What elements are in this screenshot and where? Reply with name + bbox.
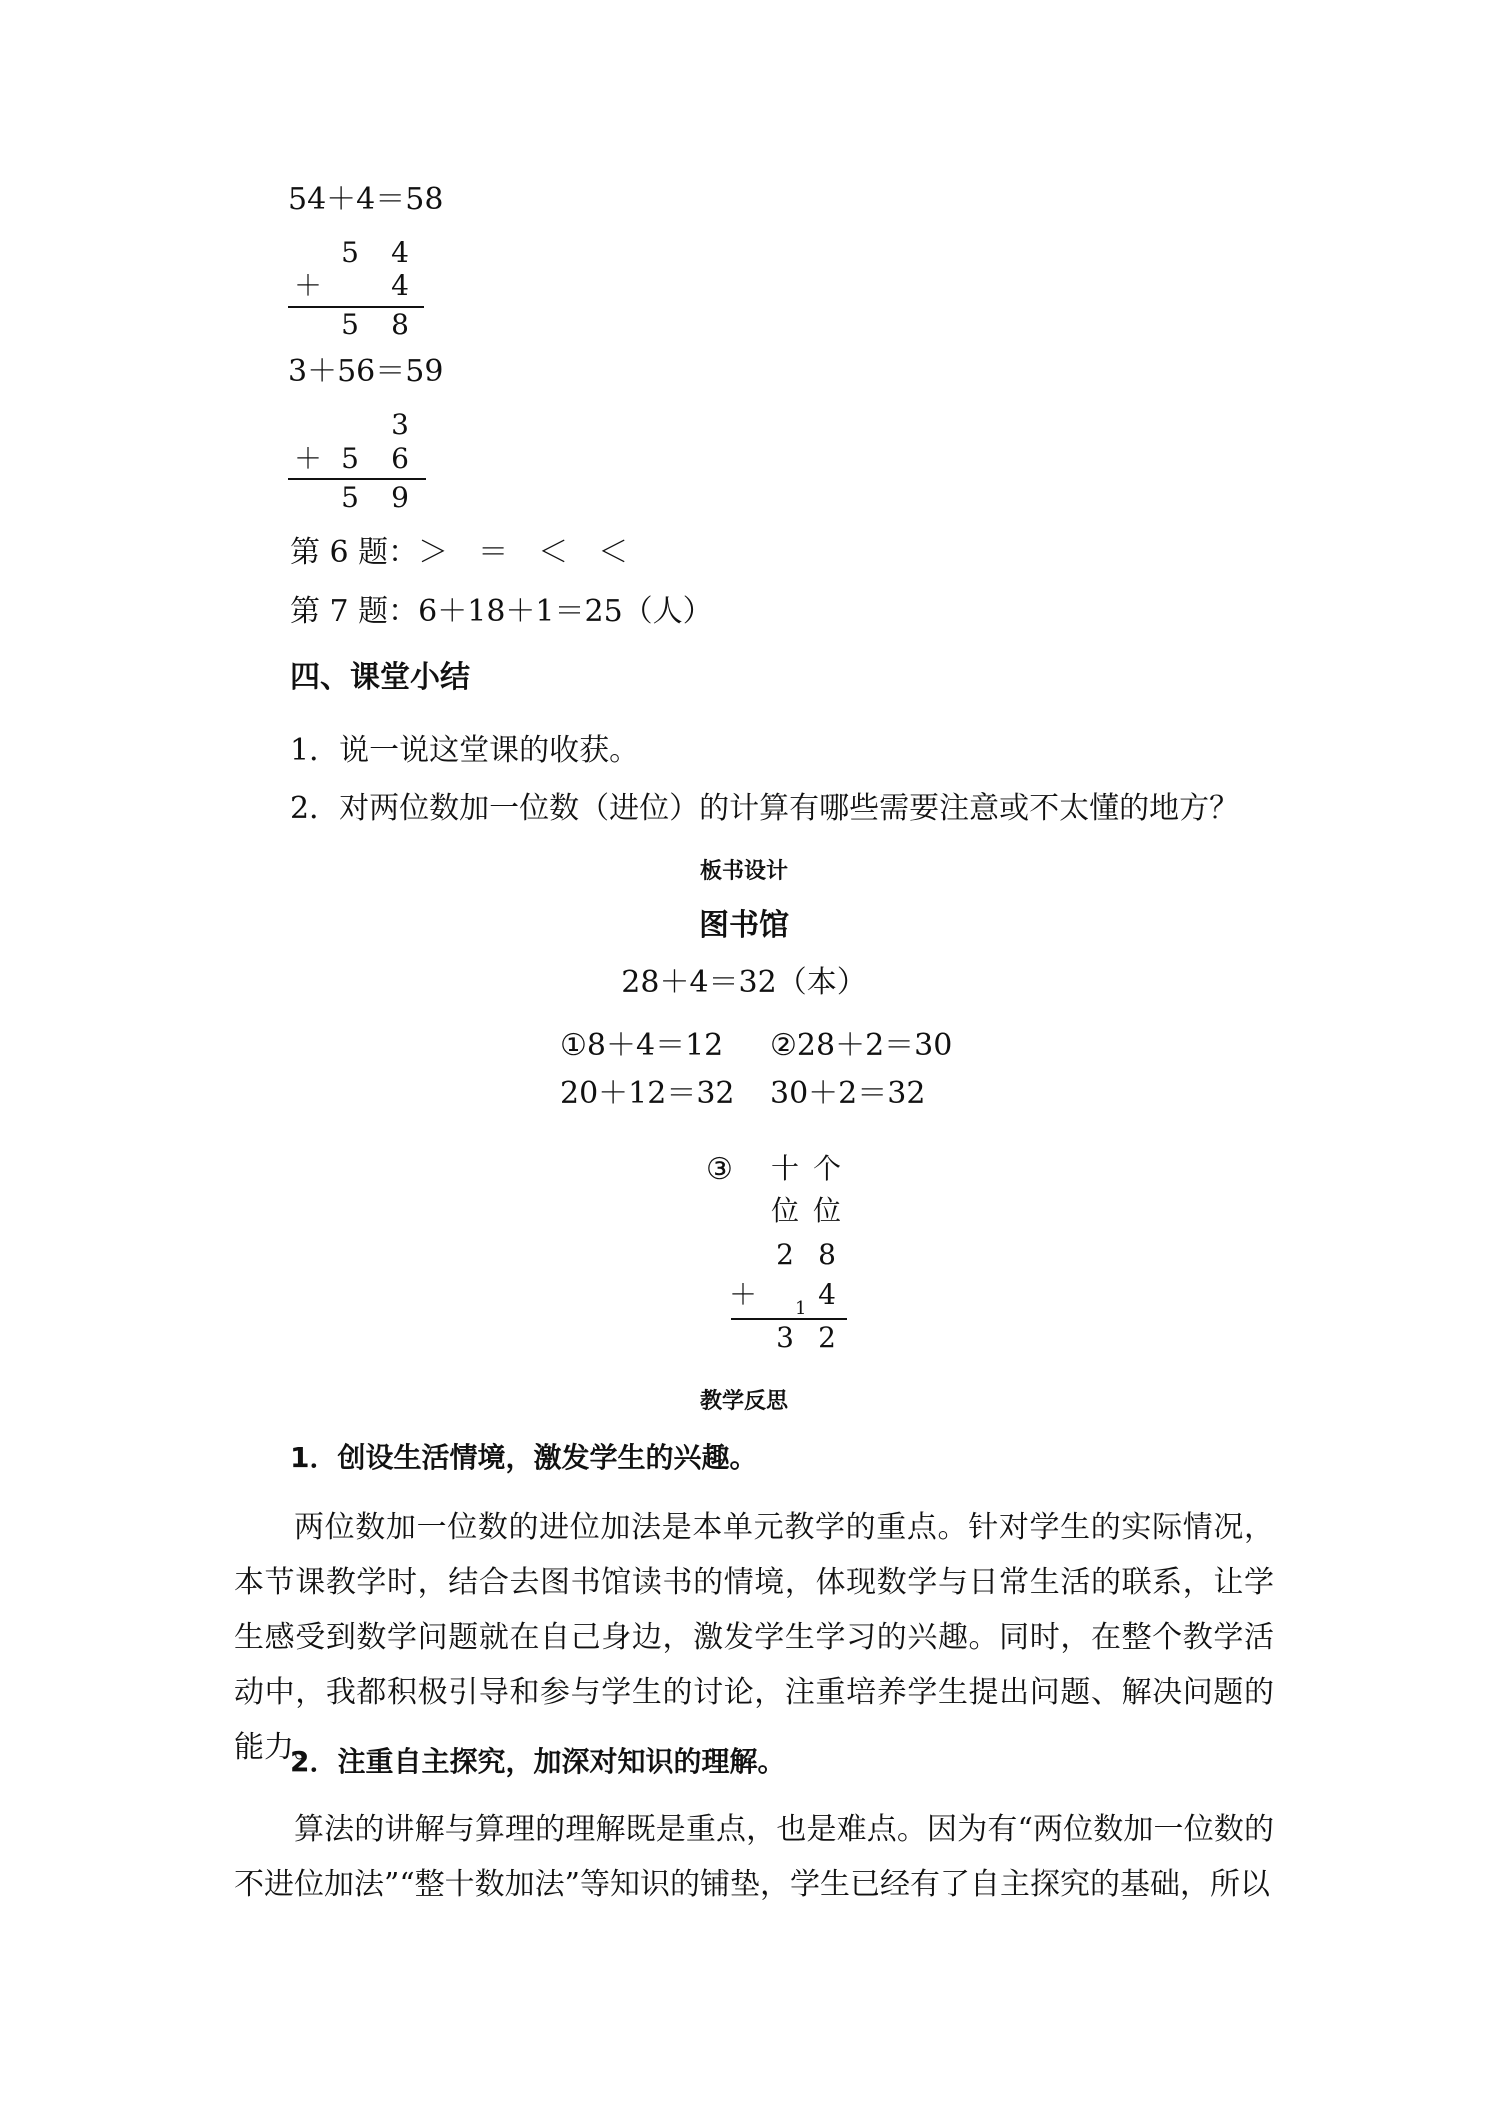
paragraph-text: 两位数加一位数的进位加法是本单元教学的重点。针对学生的实际情况，本节课教学时，结合去图书馆读书的情境，体现数学与日常生活的联系，让学生感受到数学问题就在自己身边，激发学生学习的兴趣。同时，在整个教学活动中，我都积极引导和参与学生的讨论，注重培养学生提出问题、解决问题的能力。 (234, 1510, 1274, 1765)
vertical-calc-2 (288, 408, 428, 518)
plus-sign: ＋ (293, 269, 322, 302)
summary-heading: 四、课堂小结 (290, 660, 470, 695)
method-1-step-1: ①8＋4＝12 (560, 1028, 724, 1063)
digit: 5 (341, 481, 359, 514)
digit: 6 (391, 442, 409, 475)
digit: 4 (818, 1278, 836, 1311)
board-subtitle: 图书馆 (699, 908, 789, 943)
ones-column-header: 个 (812, 1152, 841, 1185)
plus-sign: ＋ (728, 1278, 757, 1311)
board-main-equation: 28＋4＝32（本） (621, 965, 867, 1000)
calc-line (731, 1318, 847, 1320)
method-3-label: ③ (706, 1152, 733, 1187)
summary-item-1: 1．说一说这堂课的收获。 (290, 733, 640, 768)
equation-3-plus-56: 3＋56＝59 (288, 354, 444, 389)
digit: 9 (391, 481, 409, 514)
reflection-paragraph-2 (234, 1802, 1274, 1912)
digit: 4 (391, 236, 409, 269)
vertical-calc-1 (288, 236, 428, 346)
plus-sign: ＋ (293, 442, 322, 475)
digit: 5 (341, 442, 359, 475)
ones-column-header: 位 (812, 1194, 841, 1227)
digit: 8 (818, 1238, 836, 1271)
equation-54-plus-4: 54＋4＝58 (288, 182, 444, 217)
digit: 2 (776, 1238, 794, 1271)
digit: 8 (391, 308, 409, 341)
board-design-title: 板书设计 (699, 859, 788, 884)
digit: 3 (391, 408, 409, 441)
question-7-answer: 第 7 题：6＋18＋1＝25（人） (290, 594, 713, 629)
question-6-answer: 第 6 题：＞ ＝ ＜ ＜ (290, 535, 629, 570)
digit: 4 (391, 269, 409, 302)
tens-column-header: 十 (770, 1152, 799, 1185)
tens-column-header: 位 (770, 1194, 799, 1227)
digit: 2 (818, 1321, 836, 1354)
paragraph-text: 算法的讲解与算理的理解既是重点，也是难点。因为有“两位数加一位数的不进位加法”“整十数加法”等知识的铺垫，学生已经有了自主探究的基础，所以 (234, 1812, 1274, 1902)
digit: 5 (341, 236, 359, 269)
method-2-step-1: ②28＋2＝30 (770, 1028, 953, 1063)
calc-line (288, 478, 426, 480)
method-2-step-2: 30＋2＝32 (770, 1076, 926, 1111)
digit: 3 (776, 1321, 794, 1354)
vertical-calc-3 (728, 1152, 855, 1362)
method-1-step-2: 20＋12＝32 (560, 1076, 735, 1111)
reflection-title: 教学反思 (699, 1389, 788, 1414)
reflection-paragraph-1 (234, 1500, 1274, 1775)
reflection-heading-1: 1．创设生活情境，激发学生的兴趣。 (290, 1441, 758, 1474)
carry-digit: 1 (795, 1298, 807, 1319)
summary-item-2: 2．对两位数加一位数（进位）的计算有哪些需要注意或不太懂的地方？ (290, 791, 1240, 826)
reflection-heading-2: 2．注重自主探究，加深对知识的理解。 (290, 1745, 786, 1778)
digit: 5 (341, 308, 359, 341)
